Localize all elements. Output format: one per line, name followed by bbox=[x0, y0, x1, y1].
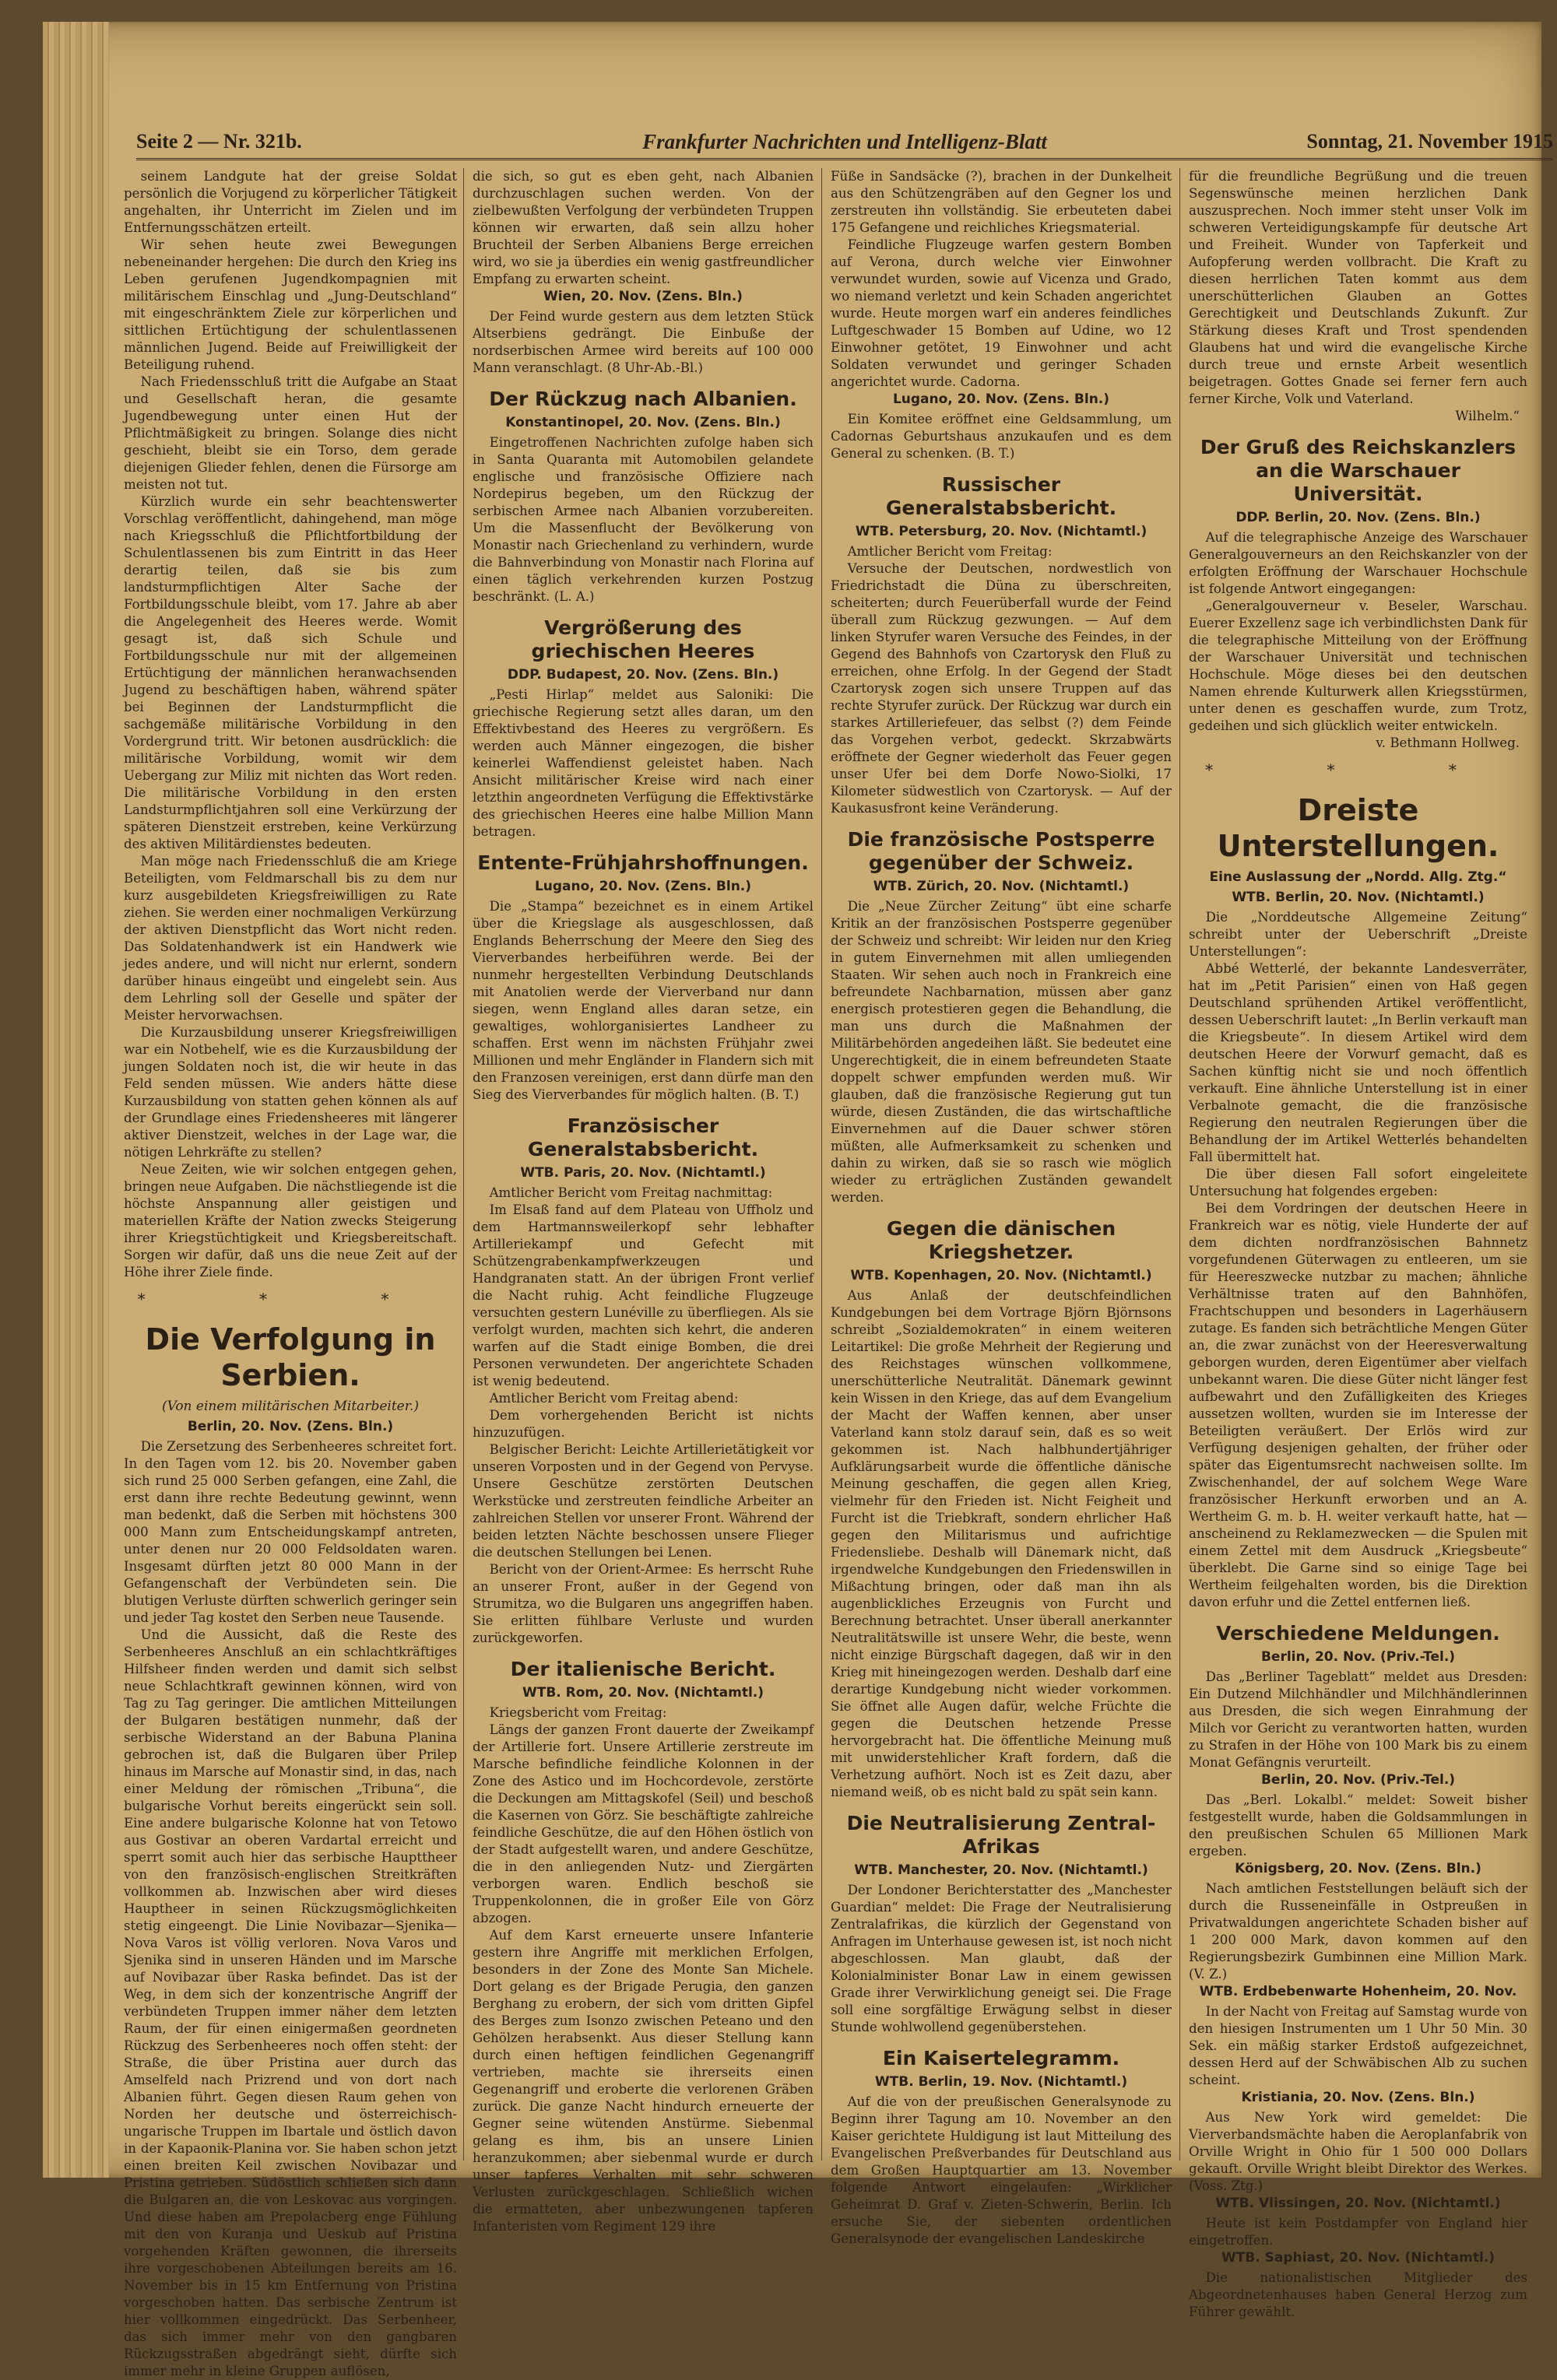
article-headline: Vergrößerung des griechischen Heeres bbox=[531, 616, 755, 662]
article-paragraph: für die freundliche Begrüßung und die treuen Segenswünsche meinen herzlichen Dank auszusprechen. Noch immer steht unser Volk im schweren Verteidigungskampfe für deutsche Art und Freiheit. Wunder von Tapferkeit und Aufopferung werden vollbracht. Die Kraft zu diesen herrlichen Taten kommt aus dem unerschütterlichen Glauben an Gottes Gerechtigkeit und Deutschlands Zukunft. Zur Stärkung dieses Kraft und Trost spendenden Glaubens hat und wird die evangelische Kirche durch treue und ernste Arbeit wesentlich beigetragen. Gottes Gnade sei ferner fern auch ferner Kirche, Volk und Vaterland. bbox=[1189, 169, 1527, 406]
article-paragraph: Eingetroffenen Nachrichten zufolge haben sich in Santa Quaranta mit Automobilen gelandete englische und französische Offiziere nach Nordepirus begeben, um den Rückzug der serbischen Armee nach Albanien vorzubereiten. Um die Massenflucht der Bevölkerung von Monastir nach Griechenland zu verhindern, wurde die Bahnverbindung von Monastir nach Florina auf einen täglich verkehrenden kurzen Postzug beschränkt. (L. A.) bbox=[473, 435, 814, 604]
section-separator: * * * bbox=[1205, 760, 1511, 779]
signature: v. Bethmann Hollweg. bbox=[1376, 735, 1520, 750]
article-dateline: WTB. Zürich, 20. Nov. (Nichtamtl.) bbox=[873, 879, 1130, 894]
article-paragraph: Abbé Wetterlé, der bekannte Landesverräter, hat im „Petit Parisien“ einen von Haß gegen Deutschland sprühenden Artikel veröffentlicht, dessen Ueberschrift lautet: „In Berlin verkauft man die Kriegsbeute“. In diesem Artikel wird dem deutschen Heere der Vorwurf gemacht, daß es Sachen künftig nicht sie und noch öffentlich verkauft. Eine ähnliche Unterstellung ist in einer Verbalnote gemacht, die die französische Regierung den neutralen Regierungen über die Behandlung der im Artikel Wetterlés behandelten Fall übermittelt hat. bbox=[1189, 961, 1527, 1164]
article-paragraph: Kriegsbericht vom Freitag: bbox=[489, 1705, 667, 1720]
article-paragraph: Auf dem Karst erneuerte unsere Infanterie gestern ihre Angriffe mit merklichen Erfolgen, besonders in der Zone des Monte San Michele. Dort gelang es der Brigade Perugia, den ganzen Berghang zu erobern, der sich vom dritten Gipfel des Berges zum Isonzo zwischen Peteano und den Gehölzen herabsenkt. Aus dieser Stellung kann durch einen heftigen feindlichen Gegenangriff vertrieben, machte sie ihrerseits einen Gegenangriff und eroberte die verlorenen Gräben zurück. Die ganze Nacht hindurch erneuerte der Gegner seine wütenden Anstürme. Siebenmal gelang es ihm, bis an unsere Linien heranzukommen; aber siebenmal wurde er durch unser tapferes Verhalten mit sehr schweren Verlusten zurückgeschlagen. Schließlich wichen die ermatteten, aber unbezwungenen tapferen Infanteristen vom Regiment 129 ihre bbox=[473, 1928, 814, 2234]
article-paragraph: Der Feind wurde gestern aus dem letzten Stück Altserbiens gedrängt. Die Einbuße der nordserbischen Armee wird bereits auf 100 000 Mann veranschlagt. (8 Uhr-Ab.-Bl.) bbox=[473, 309, 814, 375]
article-dateline: Königsberg, 20. Nov. (Zens. Bln.) bbox=[1235, 1861, 1481, 1876]
article-dateline: Berlin, 20. Nov. (Zens. Bln.) bbox=[187, 1419, 394, 1434]
newspaper-name: Frankfurter Nachrichten und Intelligenz-Blatt bbox=[642, 130, 1047, 153]
article-paragraph: Die „Stampa“ bezeichnet es in einem Artikel über die Kriegslage als ausgeschlossen, daß Englands Beherrschung der Meere den Sieg des Vierverbandes herbeiführen werde. Bei der nunmehr hergestellten Verbindung Deutschlands mit Anatolien werde der Vierverband nur dann siegen, wenn England alles daran setze, ein gewaltiges, wohlorganisiertes Landheer zu schaffen. Erst wenn im nächsten Frühjahr zwei Millionen und mehr Engländer in Flandern sich mit den Franzosen vereinigen, erst dann dürfe man den Sieg des Vierverbandes für möglich halten. (B. T.) bbox=[473, 899, 814, 1102]
article-dateline: Wien, 20. Nov. (Zens. Bln.) bbox=[543, 289, 743, 304]
column-rule bbox=[463, 168, 464, 2161]
article-paragraph: Amtlicher Bericht vom Freitag nachmittag: bbox=[489, 1185, 773, 1200]
column-3 bbox=[831, 168, 1172, 2246]
article-paragraph: Füße in Sandsäcke (?), brachen in der Dunkelheit aus den Schützengräben auf den Gegner los und zerstreuten ihn vollständig. Sie erbeuteten dabei 175 Gefangene und reichliches Kriegsmaterial. bbox=[831, 169, 1172, 235]
article-headline: Ein Kaisertelegramm. bbox=[882, 2047, 1120, 2069]
article-paragraph: Das „Berliner Tageblatt“ meldet aus Dresden: Ein Dutzend Milchhändler und Milchhändlerinnen aus Dresden, die sich wegen Einrahmung der Milch vor Gericht zu verantworten hatten, wurden zu Strafen in der Höhe von 100 Mark bis zu einem Monat Gefängnis verurteilt. bbox=[1189, 1669, 1527, 1770]
issue-date: Sonntag, 21. November 1915 bbox=[1306, 130, 1553, 153]
article-paragraph: Belgischer Bericht: Leichte Artillerietätigkeit vor unseren Vorposten und in der Gegend von Pervyse. Unsere Geschütze zerstörten Deutschen Werkstücke und zerstreuten feindliche Arbeiter an zahlreichen Stellen vor unserer Front. Während der beiden letzten Nächte beschossen unsere Flieger die deutschen Stellungen bei Lenen. bbox=[473, 1442, 814, 1560]
article-paragraph: Amtlicher Bericht vom Freitag: bbox=[847, 544, 1053, 559]
article-paragraph: Amtlicher Bericht vom Freitag abend: bbox=[489, 1391, 739, 1406]
article-paragraph: Bei dem Vordringen der deutschen Heere in Frankreich war es nötig, viele Hunderte der auf dem dichten nordfranzösischen Bahnnetz vorgefundenen Güterwagen zu entleeren, um sie für Heereszwecke nutzbar zu machen; ähnliche Verhältnisse traten auf den Bahnhöfen, Frachtschuppen und besonders in Lagerhäusern zutage. Es fanden sich beträchtliche Mengen Güter an, die zwar zunächst von der Heeresverwaltung geborgen wurden, deren Eigentümer aber vielfach unbekannt waren. Die diese Güter nicht länger fest aufbewahrt und den Zufälligkeiten des Krieges aussetzen wollten, wurden sie im Interesse der Beteiligten veräußert. Der Erlös wird zur Verfügung desjenigen gehalten, der früher oder später das Eigentumsrecht nachweisen sollte. Im Zwischenhandel, der auf solchem Wege Ware französischer Herkunft erworben und an A. Wertheim G. m. b. H. weiter verkauft hatte, hat — anscheinend zu Reklamezwecken — die Spulen mit einem Zettel mit dem Ausdruck „Kriegsbeute“ überklebt. Die Garne sind so einige Tage bei Wertheim feilgehalten worden, bis die Direktion davon erfuhr und die Zettel entfernen ließ. bbox=[1189, 1201, 1527, 1609]
article-paragraph: seinem Landgute hat der greise Soldat persönlich die Vorjugend zu körperlicher Tätigkeit angehalten, ihr Unterricht im Zielen und im Entfernungsschätzen erteilt. bbox=[124, 169, 457, 235]
article-subtitle: Eine Auslassung der „Nordd. Allg. Ztg.“ bbox=[1209, 869, 1507, 885]
article-paragraph: Die „Norddeutsche Allgemeine Zeitung“ schreibt unter der Ueberschrift „Dreiste Unterstellungen“: bbox=[1189, 910, 1527, 959]
article-dateline: WTB. Erdbebenwarte Hohenheim, 20. Nov. bbox=[1199, 1984, 1517, 1999]
article-headline: Französischer Generalstabsbericht. bbox=[527, 1115, 759, 1160]
article-paragraph: Ein Komitee eröffnet eine Geldsammlung, um Cadornas Geburtshaus anzukaufen und es dem General zu schenken. (B. T.) bbox=[831, 412, 1172, 461]
article-dateline: WTB. Berlin, 19. Nov. (Nichtamtl.) bbox=[874, 2074, 1128, 2090]
column-rule bbox=[821, 168, 822, 2161]
column-rule bbox=[1179, 168, 1180, 2161]
article-dateline: DDP. Budapest, 20. Nov. (Zens. Bln.) bbox=[507, 667, 779, 683]
article-headline: Die Verfolgung in Serbien. bbox=[145, 1322, 436, 1392]
article-paragraph: Nach Friedensschluß tritt die Aufgabe an Staat und Gesellschaft heran, die gesamte Jugendbewegung unter einen Hut der Pflichtmäßigkeit zu bringen. Solange dies nicht geschieht, bleibt sie ein Torso, dem gerade diejenigen Glieder fehlen, denen die Fürsorge am meisten not tut. bbox=[124, 374, 457, 492]
signature: Wilhelm.“ bbox=[1455, 409, 1520, 423]
newspaper-page bbox=[43, 22, 1553, 2378]
column-2 bbox=[473, 168, 814, 2234]
article-paragraph: Feindliche Flugzeuge warfen gestern Bomben auf Verona, durch welche vier Einwohner verwundet wurden, sowie auf Vicenza und Grado, wo niemand verletzt und kein Schaden angerichtet wurde. Heute morgen warf ein anderes feindliches Luftgeschwader 15 Bomben auf Udine, wo 12 Einwohner getötet, 19 Einwohner und acht Soldaten verwundet und geringer Schaden angerichtet wurde. Cadorna. bbox=[831, 237, 1172, 389]
article-paragraph: Nach amtlichen Feststellungen beläuft sich der durch die Russeneinfälle in Ostpreußen in Privatwaldungen angerichtete Schaden bisher auf 1 200 000 Mark, davon kommen auf den Regierungsbezirk Gumbinnen eine Million Mark. (V. Z.) bbox=[1189, 1881, 1527, 1982]
article-headline: Gegen die dänischen Kriegshetzer. bbox=[886, 1217, 1116, 1263]
article-paragraph: Das „Berl. Lokalbl.“ meldet: Soweit bisher festgestellt wurde, haben die Goldsammlungen in den preußischen Schulen 65 Millionen Mark ergeben. bbox=[1189, 1792, 1527, 1859]
article-dateline: Lugano, 20. Nov. (Zens. Bln.) bbox=[892, 391, 1110, 407]
article-paragraph: Längs der ganzen Front dauerte der Zweikampf der Artillerie fort. Unsere Artillerie zerstreute im Marsche befindliche feindliche Kolonnen in der Zone des Astico und im Hochcordevole, zerstörte die Deckungen am Mittagskofel (Seil) und beschoß die Kasernen von Görz. Sie beschäftigte zahlreiche feindliche Geschütze, die auf den Höhen östlich von der Stadt aufgestellt waren, und andere Geschütze, die in den anliegenden Nutz- und Ziergärten verborgen waren. Endlich beschoß sie Truppenkolonnen, die in großer Eile von Görz abzogen. bbox=[473, 1722, 814, 1925]
article-headline: Entente-Frühjahrshoffnungen. bbox=[477, 851, 809, 874]
article-paragraph: Neue Zeiten, wie wir solchen entgegen gehen, bringen neue Aufgaben. Die nächstliegende ist die höchste Anspannung aller geistigen und materiellen Kräfte der Nation zwecks Steigerung ihrer Kriegstüchtigkeit und Kriegsbereitschaft. Sorgen wir dafür, daß uns die neue Zeit auf der Höhe ihrer Ziele finde. bbox=[124, 1162, 457, 1280]
article-paragraph: Auf die telegraphische Anzeige des Warschauer Generalgouverneurs an den Reichskanzler von der erfolgten Eröffnung der Warschauer Hochschule ist folgende Antwort eingegangen: bbox=[1189, 530, 1527, 596]
article-dateline: DDP. Berlin, 20. Nov. (Zens. Bln.) bbox=[1235, 510, 1481, 525]
article-dateline: Kristiania, 20. Nov. (Zens. Bln.) bbox=[1241, 2090, 1475, 2105]
column-1 bbox=[124, 168, 457, 2378]
article-paragraph: Die „Neue Zürcher Zeitung“ übt eine scharfe Kritik an der französischen Postsperre gegenüber der Schweiz und schreibt: Wir leiden nur den Krieg in gutem Einvernehmen mit allen umliegenden Staaten. Wir sehen auch noch in Frankreich eine befreundete Nachbarnation, müssen aber ganz energisch protestieren gegen die Behandlung, die man uns durch die Maßnahmen der Militärbehörden angedeihen läßt. Sie bedeutet eine Ungerechtigkeit, die in einem befreundeten Staate doppelt schwer empfunden werden muß. Wir glauben, daß die französische Regierung gut tun würde, diesen Zuständen, die das wirtschaftliche Einvernehmen auf die Dauer schwer stören müßten, alle Aufmerksamkeit zu schenken und dahin zu wirken, daß sie so rasch wie möglich wieder zu erträglichen Zuständen gewandelt werden. bbox=[831, 899, 1172, 1205]
article-paragraph: Die nationalistischen Mitglieder des Abgeordnetenhauses haben General Herzog zum Führer gewählt. bbox=[1189, 2270, 1527, 2319]
column-4 bbox=[1189, 168, 1527, 2319]
article-dateline: Berlin, 20. Nov. (Priv.-Tel.) bbox=[1260, 1772, 1456, 1788]
article-paragraph: Man möge nach Friedensschluß die am Kriege Beteiligten, vom Feldmarschall bis zu dem nur kurz ausgebildeten Kriegsfreiwilligen zu Rate ziehen. Sie werden einer nochmaligen Verkürzung der aktiven Dienstpflicht das Wort nicht reden. Das Soldatenhandwerk ist ein Handwerk wie jedes andere, und will nicht nur erlernt, sondern darüber hinaus eingeübt und eingelebt sein. Aus dem Lehrling soll der Geselle und später der Meister hervorwachsen. bbox=[124, 854, 457, 1023]
article-paragraph: Aus Anlaß der deutschfeindlichen Kundgebungen bei dem Vortrage Björn Björnsons schreibt „Sozialdemokraten“ in einem weiteren Leitartikel: Die große Mehrheit der Regierung und des Reichstages wünschen vollkommene, unerschütterliche Neutralität. Dänemark gewinnt kein Wissen in den Kriege, das auf dem Evangelium der Macht der Waffen kennen, aber unser Vaterland kann stolz darauf sein, daß es so weit gekommen ist. Nach halbhundertjähriger Aufklärungsarbeit wurde die öffentliche dänische Meinung geschaffen, die gegen allen Krieg, vielmehr für den Frieden ist. Nicht Feigheit und Furcht ist die Triebkraft, sondern ehrlicher Haß gegen den Militarismus und aufrichtige Friedensliebe. Deshalb will Dänemark nicht, daß irgendwelche Kundgebungen den Friedenswillen in Mißachtung bringen, oder daß man ihn als augenblickliches Erzeugnis von Furcht und Berechnung betrachtet. Unser überall anerkannter Neutralitätswille ist unsere Wehr, die beste, wenn nicht einzige Bürgschaft dagegen, daß wir in den Krieg mit hineingezogen werden. Deshalb darf eine derartige Kundgebung nicht wieder vorkommen. Sie öffnet alle Augen dafür, welche Früchte die gegen die Deutschen hetzende Presse hervorgebracht hat. Die öffentliche Meinung muß mit unwiderstehlicher Kraft fordern, daß die Verhetzung aufhört. Noch ist es Zeit dazu, aber niemand weiß, ob es nicht bald zu spät sein kann. bbox=[831, 1288, 1172, 1799]
article-headline: Die französische Postsperre gegenüber der Schweiz. bbox=[847, 828, 1155, 874]
article-paragraph: Auf die von der preußischen Generalsynode zu Beginn ihrer Tagung am 10. November an den Kaiser gerichtete Huldigung ist laut Mitteilung des Evangelischen Preßverbandes für Deutschland aus dem Großen Hauptquartier am 13. November folgende Antwort eingelaufen: „Wirklicher Geheimrat D. Graf v. Zieten-Schwerin, Berlin. Ich ersuche Sie, der siebenten ordentlichen Generalsynode der evangelischen Landeskirche bbox=[831, 2094, 1172, 2246]
article-dateline: Berlin, 20. Nov. (Priv.-Tel.) bbox=[1260, 1649, 1456, 1665]
article-paragraph: Im Elsaß fand auf dem Plateau von Uffholz und dem Hartmannsweilerkopf sehr lebhafter Artilleriekampf und Gefecht mit Schützengrabenkampfwerkzeugen und Handgranaten statt. An der übrigen Front verlief die Nacht ruhig. Acht feindliche Flugzeuge versuchten gestern Lunéville zu überfliegen. Als sie verfolgt wurden, machten sich kehrt, die anderen warfen auf die Stadt einige Bomben, die drei Personen verwundeten. Der angerichtete Schaden ist wenig bedeutend. bbox=[473, 1202, 814, 1388]
article-paragraph: Bericht von der Orient-Armee: Es herrscht Ruhe an unserer Front, außer in der Gegend von Strumitza, wo die Bulgaren uns angegriffen haben. Sie erlitten fühlbare Verluste und wurden zurückgeworfen. bbox=[473, 1562, 814, 1645]
article-paragraph: Dem vorhergehenden Bericht ist nichts hinzuzufügen. bbox=[473, 1408, 814, 1440]
article-paragraph: „Generalgouverneur v. Beseler, Warschau. Euerer Exzellenz sage ich verbindlichsten Dank für die telegraphische Mitteilung von der Eröffnung der Warschauer Universität und technischen Hochschule. Möge dieses bei den deutschen Namen ehrende Kulturwerk allen Kriegsstürmen, unter denen es geschaffen wurde, zum Trotz, gedeihen und sich glücklich weiter entwickeln. bbox=[1189, 599, 1527, 733]
article-paragraph: Heute ist kein Postdampfer von England hier eingetroffen. bbox=[1189, 2216, 1527, 2248]
article-paragraph: Die Zersetzung des Serbenheeres schreitet fort. In den Tagen vom 12. bis 20. November gaben sich rund 25 000 Serben gefangen, eine Zahl, die erst dann ihre rechte Bedeutung gewinnt, wenn man bedenkt, daß die Serben mit höchstens 300 000 Mann zum Entscheidungskampf antreten, unter denen nur 20 000 Feldsoldaten waren. Insgesamt dürften jetzt 80 000 Mann in der Gefangenschaft der Verbündeten sein. Die blutigen Verluste dürften schwerlich geringer sein und jeder Tag kostet den Serben neue Tausende. bbox=[124, 1439, 457, 1625]
article-headline: Der Rückzug nach Albanien. bbox=[489, 388, 797, 410]
article-paragraph: Wir sehen heute zwei Bewegungen nebeneinander hergehen: Die durch den Krieg ins Leben gerufenen Jugendkompagnien mit militärischem Einschlag und „Jung-Deutschland“ mit eingeschränktem Ziele zur körperlichen und sittlichen Ertüchtigung der schulentlassenen männlichen Jugend. Beide auf Freiwilligkeit der Beteiligung ruhend. bbox=[124, 237, 457, 372]
article-dateline: WTB. Manchester, 20. Nov. (Nichtamtl.) bbox=[854, 1862, 1148, 1878]
article-paragraph: Kürzlich wurde ein sehr beachtenswerter Vorschlag veröffentlicht, dahingehend, man möge nach Kriegsschluß die Pflichtfortbildung der Schulentlassenen bis zum Eintritt in das Heer derartig teilen, daß sie bis zum landsturmpflichtigen Alter Sache der Fortbildungsschule bleibt, vom 17. Jahre ab aber die Angelegenheit des Heeres werde. Womit gesagt ist, daß sich Schule und Fortbildungsschule nur mit der allgemeinen Ertüchtigung der männlichen heranwachsenden Jugend zu beschäftigen haben, während später bei Beginnen der Landsturmpflicht die sachgemäße militärische Vorbildung in den Vordergrund tritt. Wir betonen ausdrücklich: die militärische Vorbildung, womit wir dem Uebergang zur Miliz mit nichten das Wort reden. Die militärische Vorbildung in den ersten Landsturmpflichtjahren soll eine Verkürzung der späteren Dienstzeit erstreben, keine Verkürzung des aktiven Militärdienstes bedeuten. bbox=[124, 494, 457, 851]
article-headline: Der italienische Bericht. bbox=[510, 1658, 776, 1680]
article-dateline: WTB. Vlissingen, 20. Nov. (Nichtamtl.) bbox=[1215, 2196, 1501, 2211]
article-dateline: Lugano, 20. Nov. (Zens. Bln.) bbox=[534, 879, 752, 894]
article-headline: Dreiste Unterstellungen. bbox=[1217, 793, 1499, 863]
article-headline: Verschiedene Meldungen. bbox=[1216, 1622, 1500, 1645]
article-paragraph: Die Kurzausbildung unserer Kriegsfreiwilligen war ein Notbehelf, wie es die Kurzausbildung der jungen Soldaten noch ist, die wir heute in das Feld senden müssen. Wie anders hätte diese Kurzausbildung von statten gehen können als auf der Grundlage eines Friedensheeres mit längerer aktiver Dienstzeit, welches in der Lage war, die nötigen Lehrkräfte zu stellen? bbox=[124, 1025, 457, 1160]
article-dateline: Konstantinopel, 20. Nov. (Zens. Bln.) bbox=[505, 415, 781, 430]
article-paragraph: Die über diesen Fall sofort eingeleitete Untersuchung hat folgendes ergeben: bbox=[1189, 1167, 1527, 1199]
article-headline: Russischer Generalstabsbericht. bbox=[885, 473, 1117, 519]
article-dateline: WTB. Paris, 20. Nov. (Nichtamtl.) bbox=[520, 1165, 766, 1181]
article-dateline: WTB. Saphiast, 20. Nov. (Nichtamtl.) bbox=[1221, 2250, 1495, 2266]
article-paragraph: In der Nacht von Freitag auf Samstag wurde von den hiesigen Instrumenten um 1 Uhr 50 Min. 30 Sek. ein mäßig starker Erdstoß aufgezeichnet, dessen Herd auf der Schwäbischen Alb zu suchen scheint. bbox=[1189, 2004, 1527, 2087]
article-paragraph: Der Londoner Berichterstatter des „Manchester Guardian“ meldet: Die Frage der Neutralisierung Zentralafrikas, die kürzlich der Gegenstand von Anfragen im Unterhause gewesen ist, ist noch nicht abgeschlossen. Man glaubt, daß der Kolonialminister Bonar Law in einem gewissen Grade ihrer Verwirklichung geneigt sei. Die Frage soll eine sorgfältige Erwägung selbst in dieser Stunde wohlwollend gegenüberstehen. bbox=[831, 1883, 1172, 2034]
article-paragraph: die sich, so gut es eben geht, nach Albanien durchzuschlagen suchen werden. Von der zielbewußten Verfolgung der verbündeten Truppen können wir erwarten, daß sein allzu hoher Bruchteil der Serben Albaniens Berge erreichen wird, wo sie ja überdies ein wenig gastfreundlicher Empfang zu erwarten scheint. bbox=[473, 169, 814, 286]
article-paragraph: Versuche der Deutschen, nordwestlich von Friedrichstadt die Düna zu überschreiten, scheiterten; durch Feuerüberfall wurde der Feind überall zum Rückzug gezwungen. — Auf dem linken Styrufer waren Versuche des Feindes, in der Gegend des Bahnhofs von Czartorysk den Fluß zu erreichen, ohne Erfolg. In der Gegend der Stadt Czartorysk zogen sich unsere Truppen auf das rechte Styrufer zurück. Der Rückzug war durch ein starkes Artilleriefeuer, das selbst (?) dem Feinde das Vorgehen verbot, gedeckt. Skrzabwärts eröffnete der Gegner wiederholt das Feuer gegen unser Ufer bei dem Dorfe Nowo-Siolki, 17 Kilometer südwestlich von Czartorysk. — Auf der Kaukasusfront keine Veränderung. bbox=[831, 561, 1172, 816]
article-headline: Die Neutralisierung Zentral-Afrikas bbox=[846, 1812, 1156, 1858]
article-dateline: WTB. Petersburg, 20. Nov. (Nichtamtl.) bbox=[855, 524, 1148, 539]
article-dateline: WTB. Berlin, 20. Nov. (Nichtamtl.) bbox=[1232, 890, 1485, 905]
article-dateline: WTB. Rom, 20. Nov. (Nichtamtl.) bbox=[522, 1685, 764, 1701]
article-headline: Der Gruß des Reichskanzlers an die Warschauer Universität. bbox=[1200, 436, 1517, 505]
article-paragraph: Aus New York wird gemeldet: Die Vierverbandsmächte haben die Aeroplanfabrik von Orville Wright in Ohio für 1 500 000 Dollars gekauft. Orville Wright bleibt Direktor des Werkes. (Voss. Ztg.) bbox=[1189, 2110, 1527, 2193]
article-dateline: WTB. Kopenhagen, 20. Nov. (Nichtamtl.) bbox=[850, 1268, 1152, 1283]
article-byline: (Von einem militärischen Mitarbeiter.) bbox=[161, 1399, 420, 1414]
section-separator: * * * bbox=[137, 1290, 444, 1308]
article-paragraph: „Pesti Hirlap“ meldet aus Saloniki: Die griechische Regierung setzt alles daran, um den Effektivbestand des Heeres zu vergrößern. Es werden auch Männer eingezogen, die bisher keinerlei Waffendienst geleistet haben. Nach Ansicht militärischer Kreise wird nach einer letzthin angeordneten Verfügung die Effektivstärke des griechischen Heeres eine halbe Million Mann betragen. bbox=[473, 687, 814, 839]
page-number: Seite 2 — Nr. 321b. bbox=[136, 130, 302, 153]
masthead bbox=[136, 119, 1553, 160]
page-edge bbox=[43, 22, 109, 2178]
article-paragraph: Und die Aussicht, daß die Reste des Serbenheeres Anschluß an ein schlachtkräftiges Hilfsheer finden werden und damit sich selbst neue Schlachtkraft gewinnen können, wird von Tag zu Tag geringer. Die amtlichen Mitteilungen der Bulgaren bestätigen nunmehr, daß der serbische Widerstand an der Babuna Planina gebrochen ist, daß die Bulgaren über Prilep hinaus im Marsche auf Monastir sind, in das, nach einer Meldung der römischen „Tribuna“, die bulgarische Vorhut bereits eingerückt sein soll. Eine andere bulgarische Kolonne hat von Tetowo aus Gostivar an oberen Vardartal erreicht und sperrt somit auch hier das serbische Haupttheer von den französisch-englischen Streitkräften vollkommen ab. Inzwischen aber wird dieses Hauptheer in seinen Rückzugsmöglichkeiten stetig eingeengt. Die Linie Novibazar—Sjenika—Nova Varos ist völlig verloren. Nova Varos und Sjenika sind in unseren Händen und im Marsche auf Novibazar über Raska befindet. Das ist der Weg, in dem sich der konzentrische Angriff der verbündeten Truppen immer näher dem letzten Raum, der für einen einigermaßen geordneten Rückzug des Serbenheeres noch offen steht: der Straße, die über Pristina auer durch das Amselfeld nach Prizrend und von dort nach Albanien führt. Gegen diesen Raum gehen von Norden her deutsche und österreichisch-ungarische Truppen im Ibartale und östlich davon in der Kapaonik-Planina vor. Sie haben schon jetzt einen breiten Keil zwischen Novibazar und Pristina getrieben. Südöstlich schließen sich dann die Bulgaren an, die von Leskovac aus vorgingen. Und diese haben am Prepolacberg enge Fühlung mit den von Kuranja und Ueskub auf Pristina vorgehenden Kräften gewonnen, die ihrerseits ihre vorgeschobenen Abteilungen bereits am 16. November bis in 15 km Entfernung von Pristina vorgeschoben hatten. Das serbische Zentrum ist hier vollkommen eingedrückt. Das Serbenheer, das sich immer mehr von den gangbaren Rückzugsstraßen abgedrängt sieht, dürfte sich immer mehr in kleine Gruppen auflösen, bbox=[124, 1627, 457, 2378]
